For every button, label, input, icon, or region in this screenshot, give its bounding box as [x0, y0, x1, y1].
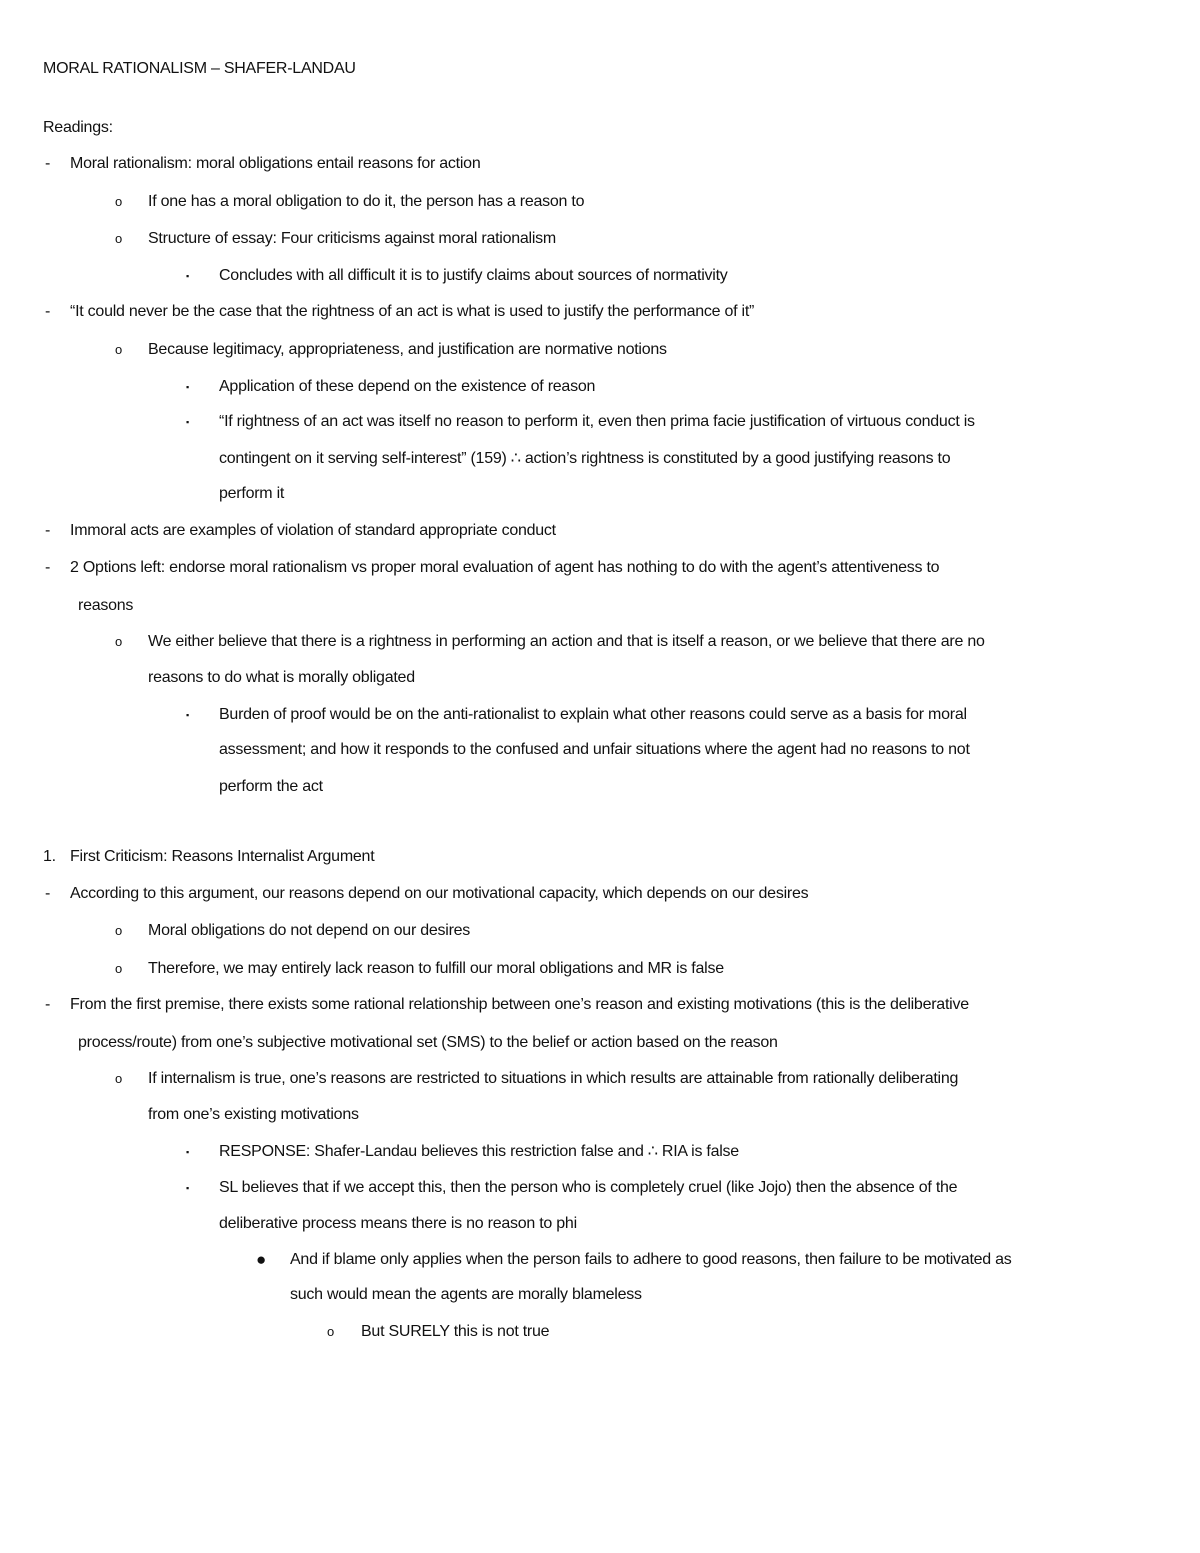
circle-bullet-icon: o	[115, 231, 122, 246]
circle-bullet-icon: o	[115, 961, 122, 976]
circle-bullet-icon: o	[115, 1071, 122, 1086]
document-page: MORAL RATIONALISM – SHAFER-LANDAU Readings: - Moral rationalism: moral obligations entail reasons for action o If one has a moral obligation to do it, the person has a reason to o Structure of essay: Four criticisms against moral rationalism ▪ Concludes with all difficult it is to justify claims about sources of normativity - “It could never be the case that the rightness of an act is what is used to justify the performance of it” o Because legitimacy, appropriateness, and justification are normative notions ▪ Application of these depend on the existence of reason ▪ “If rightness of an act was itself no reason to perform it, even then prima facie justification of virtuous conduct is contingent on it serving self-interest” (159) ∴ action’s rightness is constituted by a good justifying reasons to perform it - Immoral acts are examples of violation of standard appropriate conduct - 2 Options left: endorse moral rationalism vs proper moral evaluation of agent has nothing to do with the agent’s attentiveness to reasons o We either believe that there is a rightness in performing an action and that is itself a reason, or we believe that there are no reasons to do what is morally obligated ▪ Burden of proof would be on the anti-rationalist to explain what other reasons could serve as a basis for moral assessment; and how it responds to the confused and unfair situations where the agent had no reasons to not perform the act 1. First Criticism: Reasons Internalist Argument - According to this argument, our reasons depend on our motivational capacity, which depends on our desires o Moral obligations do not depend on our desires o Therefore, we may entirely lack reason to fulfill our moral obligations and MR is false - From the first premise, there exists some rational relationship between one’s reason and existing motivations (this is the deliberative process/route) from one’s subjective motivational set (SMS) to the belief or action based on the reason o If internalism is true, one’s reasons are restricted to situations in which results are attainable from rationally deliberating from one’s existing motivations ▪ RESPONSE: Shafer-Landau believes this restriction false and ∴ RIA is false ▪ SL believes that if we accept this, then the person who is completely cruel (like Jojo) then the absence of the deliberative process means there is no reason to phi ● And if blame only applies when the person fails to adhere to good reasons, then failure to be motivated as such would mean the agents are morally blameless o But SURELY this is not true	[43, 60, 1012, 1340]
dash-bullet: -	[45, 155, 51, 172]
round-bullet-icon: ●	[256, 1250, 267, 1269]
circle-bullet-icon: o	[115, 923, 122, 938]
square-bullet-icon: ▪	[186, 382, 189, 392]
dash-bullet: -	[45, 522, 51, 539]
square-bullet-icon: ▪	[186, 1147, 189, 1157]
square-bullet-icon: ▪	[186, 710, 189, 720]
circle-bullet-icon: o	[115, 634, 122, 649]
dash-bullet: -	[45, 885, 51, 902]
circle-bullet-icon: o	[115, 194, 122, 209]
section-number: 1.	[43, 848, 56, 865]
square-bullet-icon: ▪	[186, 271, 189, 281]
circle-bullet-icon: o	[115, 342, 122, 357]
dash-bullet: -	[45, 996, 51, 1013]
square-bullet-icon: ▪	[186, 417, 189, 427]
dash-bullet: -	[45, 559, 51, 576]
square-bullet-icon: ▪	[186, 1183, 189, 1193]
dash-bullet: -	[45, 303, 51, 320]
circle-bullet-icon: o	[327, 1324, 334, 1339]
